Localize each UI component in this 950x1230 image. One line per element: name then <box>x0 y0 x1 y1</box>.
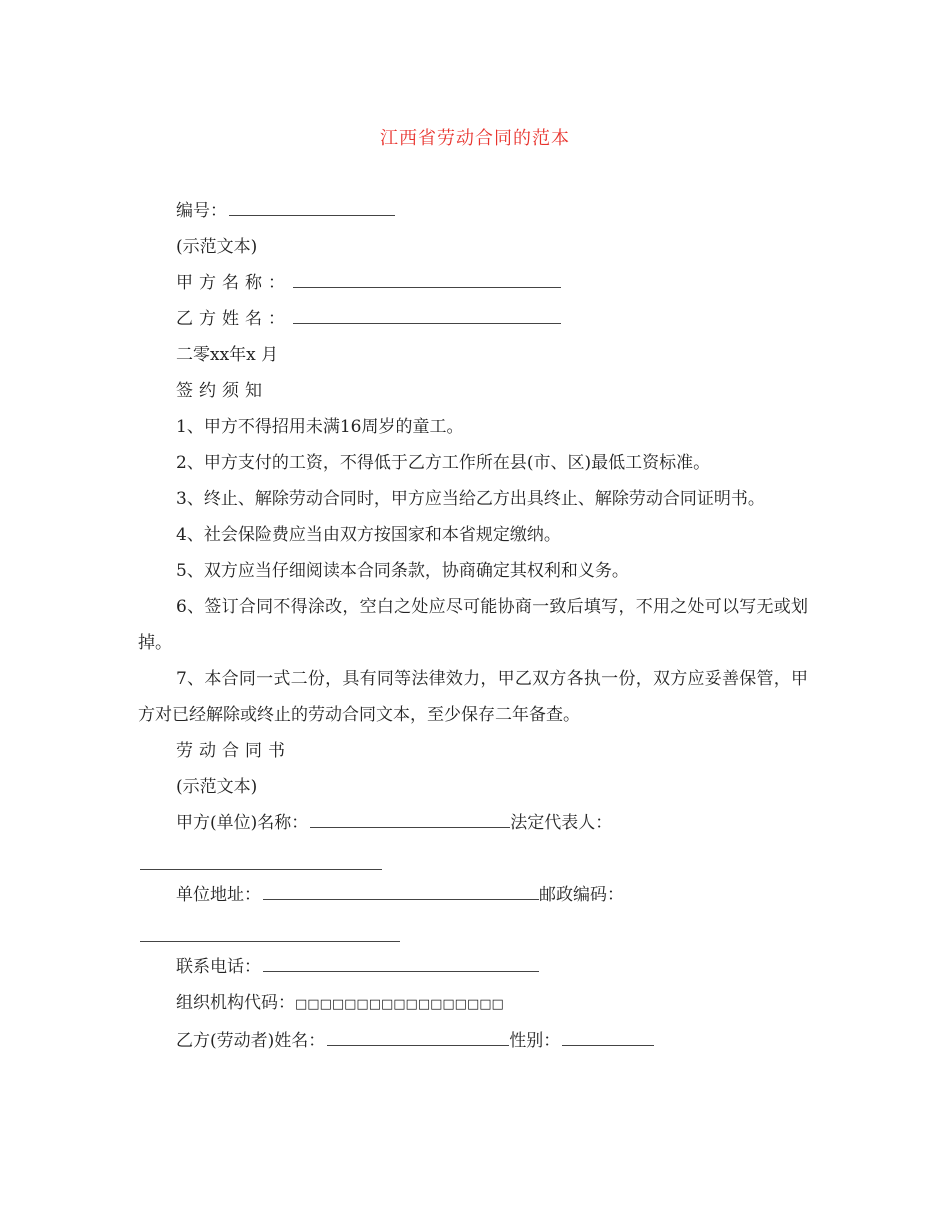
sample-text-note-2: (示范文本) <box>176 777 258 797</box>
phone-blank[interactable] <box>263 953 539 972</box>
address-label: 单位地址： <box>176 885 261 905</box>
worker-name-blank[interactable] <box>327 1027 509 1046</box>
document-body <box>138 193 808 1059</box>
phone-line <box>138 949 808 985</box>
party-a-name-label: 甲方名称： <box>176 273 291 293</box>
number-label: 编号： <box>176 201 227 221</box>
address-line <box>138 877 808 913</box>
number-line <box>138 193 808 229</box>
party-a-name-blank[interactable] <box>293 269 561 288</box>
employer-name-label: 甲方(单位)名称： <box>176 813 309 833</box>
legal-rep-blank[interactable] <box>140 851 382 870</box>
notice-item-1: 1、甲方不得招用未满16周岁的童工。 <box>176 417 464 437</box>
employer-name-line <box>138 805 808 841</box>
party-b-name-label: 乙方姓名： <box>176 309 291 329</box>
notice-item-4: 4、社会保险费应当由双方按国家和本省规定缴纳。 <box>176 525 561 545</box>
party-b-name-line <box>138 301 808 337</box>
worker-name-line <box>138 1023 808 1059</box>
org-code-line <box>138 985 808 1023</box>
notice-item-3: 3、终止、解除劳动合同时，甲方应当给乙方出具终止、解除劳动合同证明书。 <box>176 489 765 509</box>
postcode-blank[interactable] <box>140 923 400 942</box>
org-code-boxes[interactable]: □□□□□□□□□□□□□□□□□ <box>295 997 504 1012</box>
date-line: 二零xx年x 月 <box>176 345 279 365</box>
notice-heading: 签约须知 <box>176 381 268 401</box>
org-code-label: 组织机构代码： <box>176 993 295 1013</box>
gender-blank[interactable] <box>562 1027 654 1046</box>
phone-label: 联系电话： <box>176 957 261 977</box>
postcode-label: 邮政编码： <box>539 885 624 905</box>
party-b-name-blank[interactable] <box>293 305 561 324</box>
party-a-name-line <box>138 265 808 301</box>
worker-name-label: 乙方(劳动者)姓名： <box>176 1031 326 1051</box>
notice-item-7: 7、本合同一式二份，具有同等法律效力，甲乙双方各执一份，双方应妥善保管，甲方对已经解除或终止的劳动合同文本，至少保存二年备查。 <box>138 669 808 725</box>
postcode-line <box>138 913 808 949</box>
legal-rep-label: 法定代表人： <box>510 813 613 833</box>
notice-item-2: 2、甲方支付的工资，不得低于乙方工作所在县(市、区)最低工资标准。 <box>176 453 711 473</box>
legal-rep-line <box>138 841 808 877</box>
gender-label: 性别： <box>509 1031 561 1051</box>
employer-name-blank[interactable] <box>310 809 510 828</box>
notice-item-5: 5、双方应当仔细阅读本合同条款，协商确定其权利和义务。 <box>176 561 629 581</box>
sample-text-note: (示范文本) <box>176 237 258 257</box>
document-title: 江西省劳动合同的范本 <box>380 128 570 149</box>
contract-heading: 劳动合同书 <box>176 741 291 761</box>
number-blank[interactable] <box>229 197 395 216</box>
notice-item-6: 6、签订合同不得涂改，空白之处应尽可能协商一致后填写，不用之处可以写无或划掉。 <box>138 597 808 653</box>
address-blank[interactable] <box>263 881 539 900</box>
